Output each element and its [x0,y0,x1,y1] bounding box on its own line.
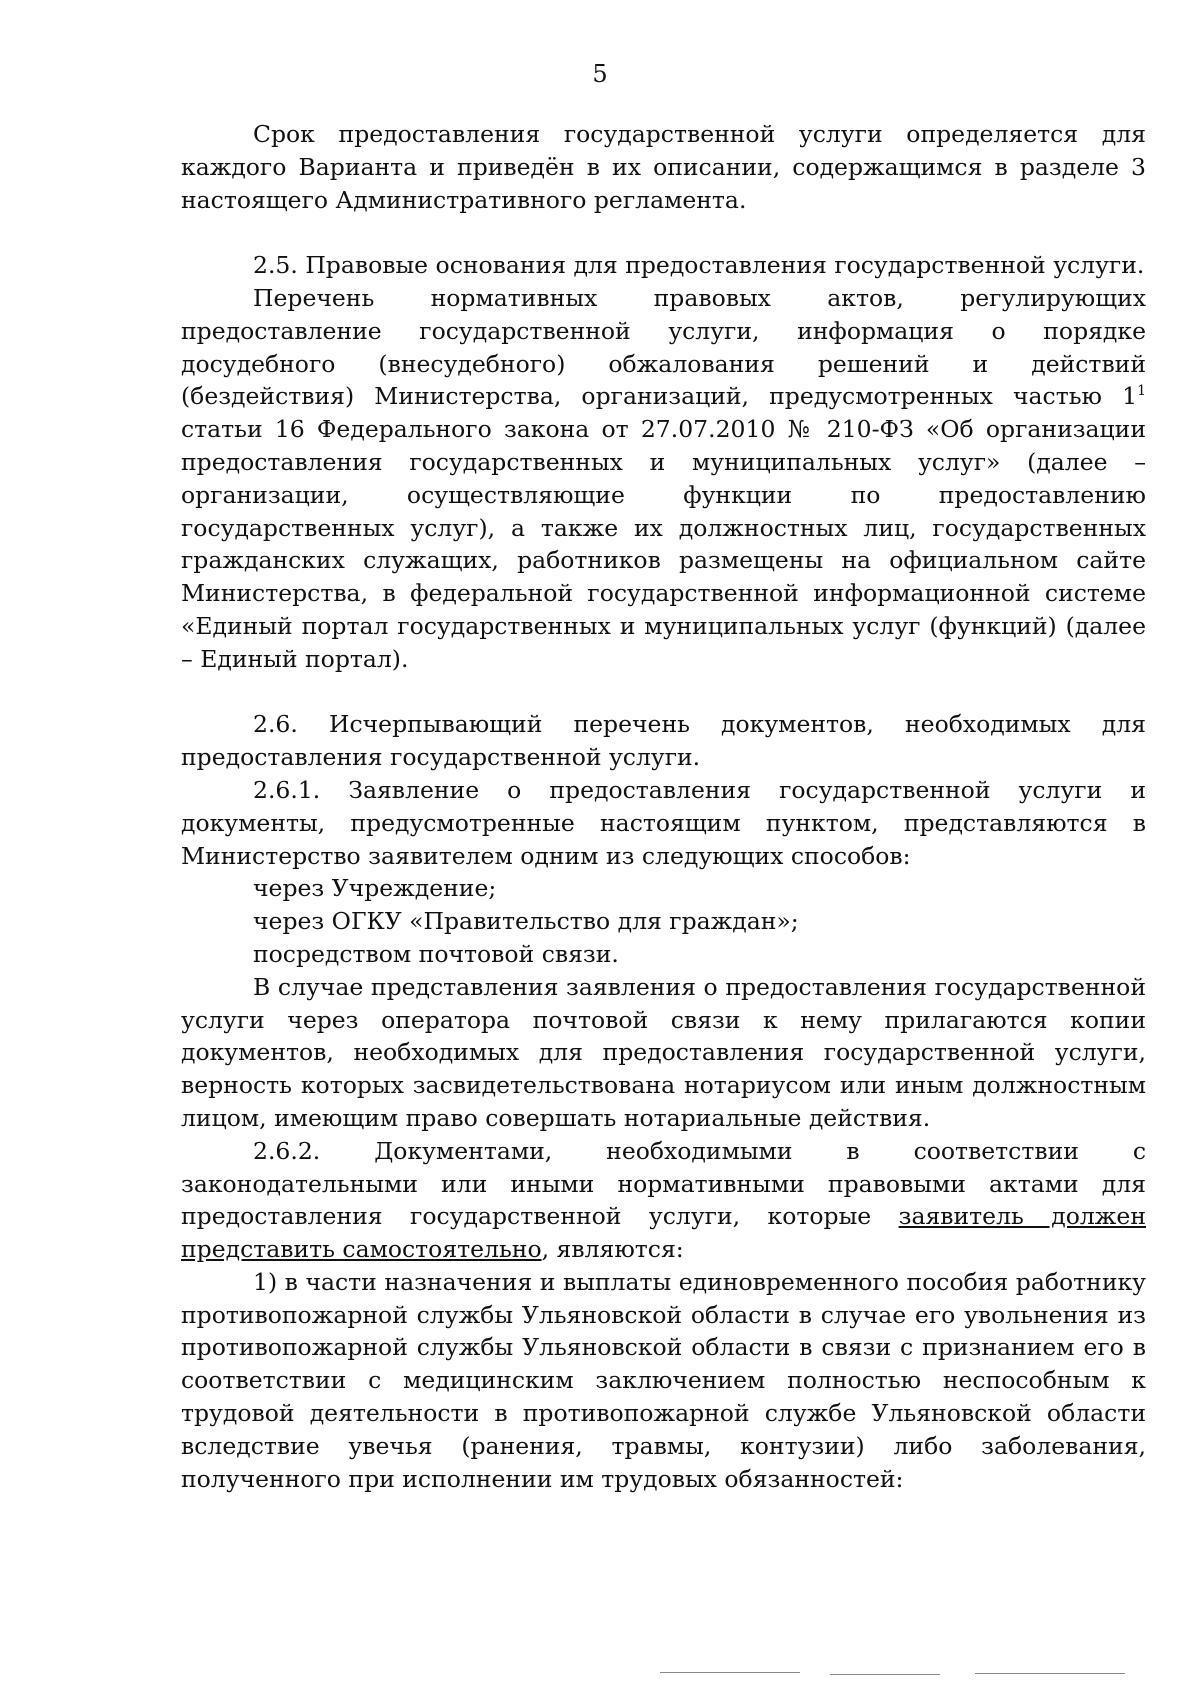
paragraph-gap [181,676,1146,709]
list-item-1: 1) в части назначения и выплаты единовременного пособия работнику противопожарной службы Ульяновской области в случае его увольнения из противопожарной службы Ульяновской области в связи с признанием его в соответствии с медицинским заключением полностью неспособным к трудовой деятельности в противопожарной службе Ульяновской области вследствие увечья (ранения, травмы, контузии) либо заболевания, полученного при исполнении им трудовых обязанностей: [181,1267,1146,1493]
paragraph-2-6-2-part-2: , являются: [541,1235,684,1264]
scan-artifact-line [660,1672,800,1673]
document-body [181,118,1146,1495]
paragraph-2-6-2-part-1: 2.6.2. Документами, необходимыми в соответствии с законодательными или иными нормативными правовыми актами для предоставления государственной услуги, которые [181,1136,1146,1231]
paragraph-service-term: Срок предоставления государственной услуги определяется для каждого Варианта и приведён в их описании, содержащимся в разделе 3 настоящего Административного регламента. [181,120,1146,214]
method-item-government-for-citizens: через ОГКУ «Правительство для граждан»; [253,907,799,936]
paragraph-gap [181,216,1146,249]
paragraph-legal-acts [181,282,1146,676]
underlined-phrase: заявитель должен представить самостоятельно [181,1202,1146,1264]
scan-artifact-line [975,1673,1125,1674]
method-item-institution: через Учреждение; [253,874,497,903]
method-item-postal: посредством почтовой связи. [253,939,619,968]
paragraph-postal-submission: В случае представления заявления о предоставления государственной услуги через оператора почтовой связи к нему прилагаются копии документов, необходимых для предоставления государственной услуги, верность которых засвидетельствована нотариусом или иным должностным лицом, имеющим право совершать нотариальные действия. [181,972,1146,1132]
heading-2-5: 2.5. Правовые основания для предоставления государственной услуги. [253,251,1145,280]
legal-acts-text-part-1: Перечень нормативных правовых актов, регулирующих предоставление государственной услуги, информация о порядке досудебного (внесудебного) обжалования решений и действий (бездействия) Министерства, организаций, предусмотренных частью 1 [181,283,1146,411]
heading-2-6: 2.6. Исчерпывающий перечень документов, необходимых для предоставления государственной услуги. [181,710,1146,772]
page-number: 5 [592,60,608,88]
legal-acts-text-part-2: статьи 16 Федерального закона от 27.07.2010 № 210-ФЗ «Об организации предоставления государственных и муниципальных услуг» (далее – организации, осуществляющие функции по предоставлению государственных услуг), а также их должностных лиц, государственных гражданских служащих, работников размещены на официальном сайте Министерства, в федеральной государственной информационной системе «Единый портал государственных и муниципальных услуг (функций) (далее – Единый портал). [181,415,1146,673]
superscript-footnote: 1 [1137,383,1146,400]
scan-artifact-line [830,1674,940,1675]
paragraph-2-6-2 [181,1135,1146,1266]
paragraph-2-6-1: 2.6.1. Заявление о предоставления государственной услуги и документы, предусмотренные настоящим пунктом, представляются в Министерство заявителем одним из следующих способов: [181,775,1146,870]
